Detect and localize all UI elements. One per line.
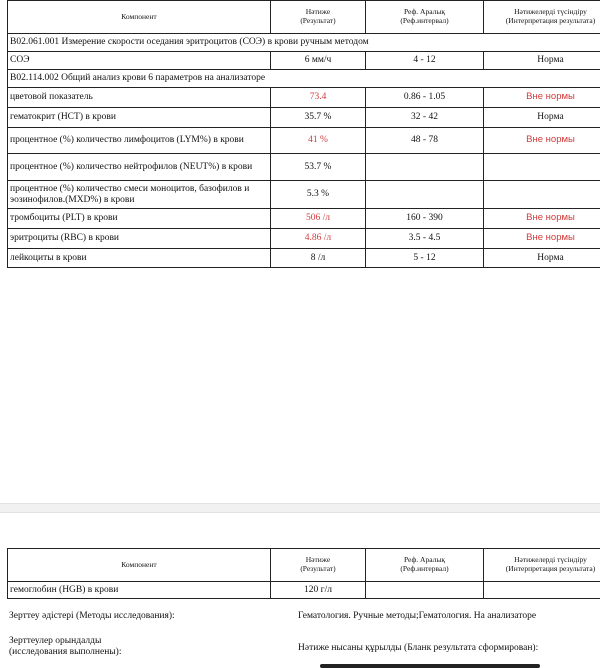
row-value: 73.4 — [271, 88, 366, 108]
table-row — [8, 181, 600, 209]
row-value: 53.7 % — [271, 154, 366, 181]
row-ref — [366, 154, 484, 181]
header-interp: Нәтижелерді түсіндіру (Интерпретация результата) — [484, 549, 600, 582]
header-ref: Реф. Аралық (Реф.интервал) — [366, 1, 484, 34]
row-value: 506 /л — [271, 209, 366, 229]
row-interp: Норма — [484, 249, 600, 268]
row-name: тромбоциты (PLT) в крови — [8, 209, 271, 229]
row-interp: Вне нормы — [484, 229, 600, 249]
header-component: Компонент — [8, 1, 271, 34]
row-ref: 4 - 12 — [366, 52, 484, 70]
row-interp — [484, 154, 600, 181]
row-value: 8 /л — [271, 249, 366, 268]
results-table — [7, 0, 600, 268]
blank-label: Нәтиже нысаны құрылды (Бланк результата сформирован): — [298, 643, 539, 653]
section-row — [8, 34, 600, 52]
row-interp: Вне нормы — [484, 88, 600, 108]
row-ref — [366, 181, 484, 209]
row-value: 41 % — [271, 128, 366, 154]
row-ref: 3.5 - 4.5 — [366, 229, 484, 249]
row-value: 4.86 /л — [271, 229, 366, 249]
table-header — [8, 549, 600, 582]
table-row — [8, 229, 600, 249]
methods-label: Зерттеу әдістері (Методы исследования): — [9, 611, 175, 621]
row-name: процентное (%) количество нейтрофилов (NEUT%) в крови — [8, 154, 271, 181]
table-header — [8, 1, 600, 34]
table-row — [8, 108, 600, 128]
table-row — [8, 88, 600, 108]
row-name: эритроциты (RBC) в крови — [8, 229, 271, 249]
table-row — [8, 128, 600, 154]
scrollbar[interactable] — [320, 664, 540, 668]
row-interp: Норма — [484, 108, 600, 128]
table-row — [8, 582, 600, 599]
row-name: гемоглобин (HGB) в крови — [8, 582, 271, 599]
row-ref: 48 - 78 — [366, 128, 484, 154]
row-interp — [484, 181, 600, 209]
row-interp: Вне нормы — [484, 209, 600, 229]
row-value: 120 г/л — [271, 582, 366, 599]
table-row — [8, 209, 600, 229]
row-ref: 5 - 12 — [366, 249, 484, 268]
row-interp — [484, 582, 600, 599]
performed-label: Зерттеулер орындалды (исследования выполнены): — [9, 636, 122, 658]
section-title: B02.114.002 Общий анализ крови 6 параметров на анализаторе — [8, 70, 600, 88]
row-value: 6 мм/ч — [271, 52, 366, 70]
row-name: процентное (%) количество смеси моноцитов, базофилов и эозинофилов.(MXD%) в крови — [8, 181, 271, 209]
row-ref: 160 - 390 — [366, 209, 484, 229]
header-result: Нәтиже (Результат) — [271, 1, 366, 34]
row-ref: 32 - 42 — [366, 108, 484, 128]
row-ref: 0.86 - 1.05 — [366, 88, 484, 108]
row-interp: Норма — [484, 52, 600, 70]
header-component: Компонент — [8, 549, 271, 582]
row-name: процентное (%) количество лимфоцитов (LYM%) в крови — [8, 128, 271, 154]
header-result: Нәтиже (Результат) — [271, 549, 366, 582]
row-name: лейкоциты в крови — [8, 249, 271, 268]
table-row — [8, 249, 600, 268]
header-interp: Нәтижелерді түсіндіру (Интерпретация результата) — [484, 1, 600, 34]
section-title: B02.061.001 Измерение скорости оседания эритроцитов (СОЭ) в крови ручным методом — [8, 34, 600, 52]
row-value: 5.3 % — [271, 181, 366, 209]
row-value: 35.7 % — [271, 108, 366, 128]
row-name: цветовой показатель — [8, 88, 271, 108]
header-ref: Реф. Аралық (Реф.интервал) — [366, 549, 484, 582]
row-interp: Вне нормы — [484, 128, 600, 154]
table-row — [8, 154, 600, 181]
row-name: СОЭ — [8, 52, 271, 70]
row-name: гематокрит (HCT) в крови — [8, 108, 271, 128]
table-row — [8, 52, 600, 70]
section-row — [8, 70, 600, 88]
results-table-continued — [7, 548, 600, 599]
methods-value: Гематология. Ручные методы;Гематология. На анализаторе — [298, 611, 537, 621]
row-ref — [366, 582, 484, 599]
page-break — [0, 503, 600, 513]
